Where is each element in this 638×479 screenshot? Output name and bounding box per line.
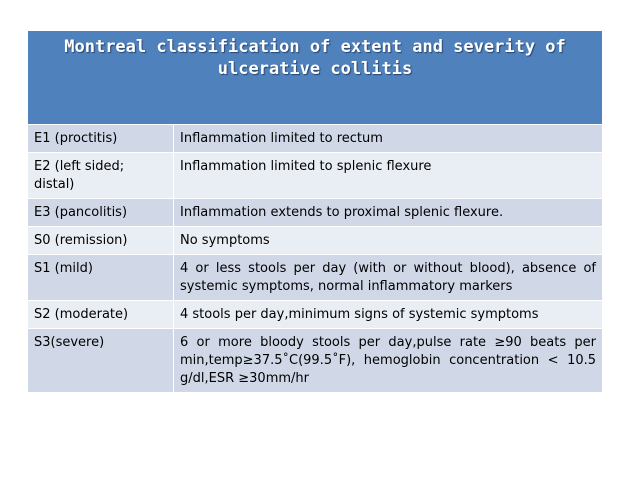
table-row (28, 125, 603, 153)
row-category: S3(severe) (28, 329, 174, 393)
table-row (28, 227, 603, 255)
row-description: Inflammation extends to proximal splenic flexure. (174, 199, 603, 227)
table-header-row (28, 31, 603, 125)
table-title-cell (28, 31, 603, 125)
row-description: Inflammation limited to rectum (174, 125, 603, 153)
row-description: 4 or less stools per day (with or without blood), absence of systemic symptoms, normal inflammatory markers (174, 255, 603, 301)
table-row (28, 301, 603, 329)
table-row (28, 199, 603, 227)
row-description: 4 stools per day,minimum signs of systemic symptoms (174, 301, 603, 329)
row-category: S0 (remission) (28, 227, 174, 255)
table-row (28, 153, 603, 199)
row-description: Inflammation limited to splenic flexure (174, 153, 603, 199)
row-category: S2 (moderate) (28, 301, 174, 329)
row-category: S1 (mild) (28, 255, 174, 301)
row-category: E2 (left sided; distal) (28, 153, 174, 199)
row-category: E3 (pancolitis) (28, 199, 174, 227)
montreal-classification-table (27, 30, 603, 393)
table-title: Montreal classification of extent and severity of ulcerative collitis (64, 37, 566, 79)
row-category: E1 (proctitis) (28, 125, 174, 153)
table-row (28, 329, 603, 393)
table-row (28, 255, 603, 301)
row-description: 6 or more bloody stools per day,pulse rate ≥90 beats per min,temp≥37.5˚C(99.5˚F), hemoglobin concentration < 10.5 g/dl,ESR ≥30mm/hr (174, 329, 603, 393)
row-description: No symptoms (174, 227, 603, 255)
